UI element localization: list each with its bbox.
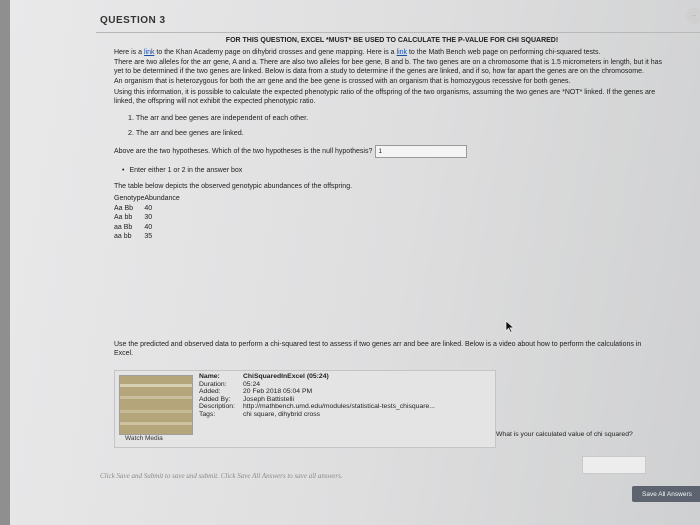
- table-intro: The table below depicts the observed genotypic abundances of the offspring.: [114, 182, 353, 190]
- table-header-row: [114, 195, 184, 205]
- question-header: [96, 12, 700, 33]
- chi-instructions: Use the predicted and observed data to perform a chi-squared test to assess if two genes arr and bee are linked. Below is a video about how to perform the calculations in Excel.: [114, 341, 642, 357]
- hypotheses-list: [128, 114, 670, 137]
- meta-key: Name:: [199, 373, 220, 380]
- math-bench-link[interactable]: link: [396, 48, 408, 56]
- chi-squared-answer-input[interactable]: [582, 456, 646, 474]
- khan-academy-link[interactable]: link: [143, 48, 155, 56]
- table-row: [114, 233, 184, 243]
- abundance-cell: 35: [144, 233, 153, 241]
- corner-badge-icon: ⋯: [686, 8, 700, 24]
- thumbnail-stripe: [120, 396, 192, 399]
- abundance-header: Abundance: [144, 195, 180, 203]
- save-all-answers-button[interactable]: Save All Answers: [632, 486, 700, 502]
- meta-key: Added:: [199, 388, 221, 396]
- meta-value: Joseph Battistelli: [243, 395, 295, 403]
- meta-row-description: [199, 403, 435, 411]
- table-row: [114, 223, 184, 233]
- media-panel: [114, 370, 496, 448]
- genotype-cell: Aa bb: [114, 214, 133, 222]
- media-metadata: [199, 373, 435, 419]
- meta-value: 20 Feb 2018 05:04 PM: [243, 388, 313, 396]
- excel-warning: FOR THIS QUESTION, EXCEL *MUST* BE USED TO CALCULATE THE P-VALUE FOR CHI SQUARED!: [225, 37, 559, 44]
- meta-key: Description:: [199, 403, 235, 411]
- abundance-cell: 40: [144, 204, 153, 212]
- mouse-cursor-icon: [505, 320, 515, 333]
- null-hypothesis-answer-input[interactable]: [375, 145, 467, 158]
- chi-squared-question: What is your calculated value of chi squared?: [496, 431, 633, 438]
- meta-row-added: [199, 388, 435, 396]
- answer-instruction: • Enter either 1 or 2 in the answer box: [122, 167, 670, 176]
- genotype-cell: Aa Bb: [114, 204, 134, 212]
- links-text-mid: to the Khan Academy page on dihybrid crosses and gene mapping. Here is a: [154, 48, 397, 56]
- thumbnail-stripe: [120, 410, 192, 413]
- table-row: [114, 214, 184, 224]
- quiz-page: [10, 0, 700, 525]
- meta-row-duration: [199, 381, 435, 389]
- question-title: QUESTION 3: [100, 15, 166, 26]
- video-thumbnail[interactable]: [119, 375, 193, 435]
- meta-key: Added By:: [199, 395, 231, 403]
- watch-media-label[interactable]: Watch Media: [125, 435, 163, 442]
- using-paragraph: Using this information, it is possible to calculate the expected phenotypic ratio of the offspring of the two organisms, assuming the two genes are *NOT* linked. If the genes are linked, the offspring will not exhibit the expected phenotypic ratio.: [114, 88, 656, 105]
- genotype-cell: aa bb: [114, 233, 132, 241]
- alleles-paragraph: There are two alleles for the arr gene, A and a. There are also two alleles for bee gene, B and b. The two genes are on a chromosome that is 1.5 micrometers in length, but it has yet to be determined if the two genes are linked. Below is data from a study to determine if the genes are linked, and if so, how far apart the genes are on the chromosome.: [114, 59, 662, 75]
- meta-row-name: [199, 373, 435, 381]
- meta-value: ChiSquaredInExcel (05:24): [243, 373, 329, 380]
- meta-key: Duration:: [199, 380, 227, 388]
- abundance-cell: 40: [144, 223, 153, 231]
- meta-value: 05:24: [243, 380, 261, 388]
- question-body: [114, 34, 670, 442]
- thumbnail-stripe: [120, 422, 192, 425]
- hypothesis-1: 1. The arr and bee genes are independent of each other.: [128, 113, 309, 123]
- links-text-pre: Here is a: [114, 48, 144, 56]
- meta-row-added-by: [199, 396, 435, 404]
- meta-value: http://mathbench.umd.edu/modules/statistical-tests_chisquare...: [243, 403, 435, 411]
- genotype-header: Genotype: [114, 195, 145, 203]
- table-row: [114, 204, 184, 214]
- hypothesis-2: 2. The arr and bee genes are linked.: [128, 127, 244, 137]
- save-instructions: Click Save and Submit to save and submit. Click Save All Answers to save all answers.: [100, 472, 343, 480]
- meta-key: Tags:: [199, 410, 216, 418]
- meta-value: chi square, dihybrid cross: [243, 410, 321, 418]
- organism-paragraph: An organism that is heterozygous for both the arr gene and the bee gene is crossed with an organism that is homozygous recessive for both genes.: [114, 78, 571, 86]
- links-paragraph: [114, 49, 670, 58]
- genotype-table: [114, 195, 184, 243]
- genotype-cell: aa Bb: [114, 223, 133, 231]
- null-hypothesis-question: Above are the two hypotheses. Which of the two hypotheses is the null hypothesis?: [114, 147, 373, 155]
- abundance-cell: 30: [144, 214, 153, 222]
- null-hypothesis-row: [114, 145, 670, 158]
- thumbnail-stripe: [120, 384, 192, 387]
- links-text-post: to the Math Bench web page on performing chi-squared tests.: [407, 48, 601, 56]
- meta-row-tags: [199, 411, 435, 419]
